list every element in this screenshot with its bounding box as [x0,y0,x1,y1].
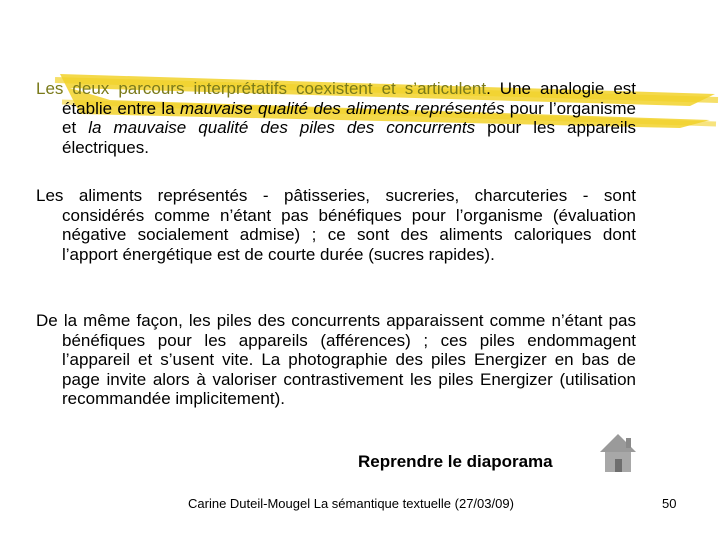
paragraph-analogy-text-c: pour les appareils électriques. [62,118,636,157]
page-number: 50 [662,496,677,511]
paragraph-analogy-emphasis-2: la mauvaise qualité des piles des concurrents [88,118,476,137]
paragraph-analogy-lead: Les deux parcours interprétatifs coexistent et s’articulent [36,79,487,98]
paragraph-analogy-text-b: pour l’organisme et [62,98,636,137]
paragraph-analogy [36,79,636,157]
paragraph-analogy-emphasis-1: mauvaise qualité des aliments représentés [179,98,505,118]
paragraph-batteries: De la même façon, les piles des concurrents apparaissent comme n’étant pas bénéfiques pour les appareils (afférences) ; ces piles endommagent l’appareil et s’usent vite. La photographie des piles Energizer en bas de page invite alors à valoriser contrastivement les piles Energizer (utilisation recommandée implicitement). [36,311,636,408]
paragraph-analogy-text-a: . Une analogie est établie entre la [62,79,636,118]
footer-credit: Carine Duteil-Mougel La sémantique textuelle (27/03/09) [188,496,514,511]
home-icon[interactable] [598,432,638,474]
paragraph-foods: Les aliments représentés - pâtisseries, sucreries, charcuteries - sont considérés comme n’étant pas bénéfiques pour l’organisme (évaluation négative socialement admise) ; ce sont des aliments caloriques dont l’apport énergétique est de courte durée (sucres rapides). [36,186,636,264]
return-to-slideshow-link[interactable]: Reprendre le diaporama [358,452,553,471]
